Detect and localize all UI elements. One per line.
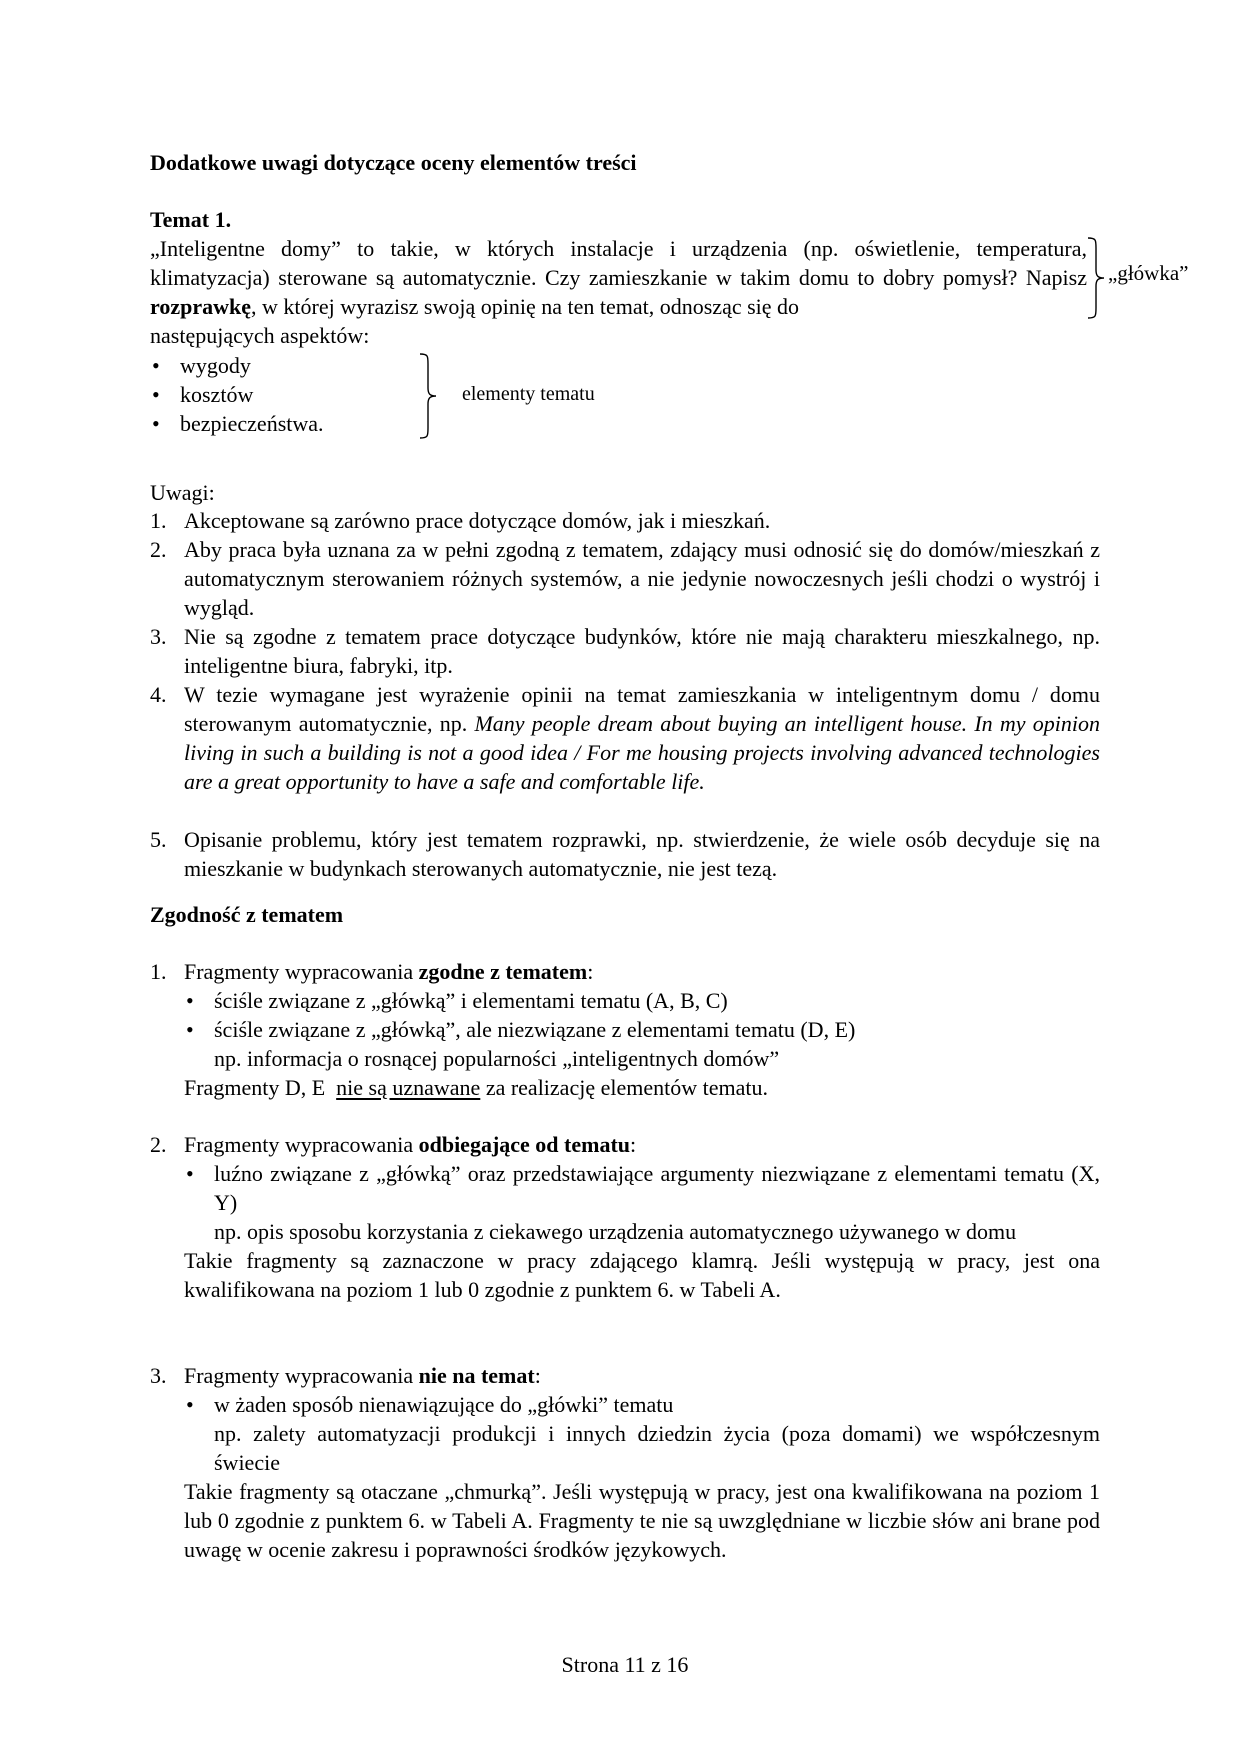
section-example: np. informacja o rosnącej popularności „inteligentnych domów” (214, 1046, 780, 1071)
section-example: np. zalety automatyzacji produkcji i innych dziedzin życia (poza domami) we współczesnym świecie (214, 1421, 1100, 1475)
section-lead (184, 1361, 1100, 1390)
section-lead-text: Fragmenty wypracowania (184, 959, 419, 984)
section-number: 1. (150, 959, 167, 984)
note-item (150, 506, 1100, 535)
section-closing: Takie fragmenty są otaczane „chmurką”. Jeśli występują w pracy, jest ona kwalifikowana na poziom 1 lub 0 zgodnie z punktem 6. w Tabeli A. Fragmenty te nie są uwzględniane w liczbie słów ani brane pod uwagę w ocenie zakresu i poprawności środków językowych. (184, 1479, 1100, 1562)
section-bullet: • ściśle związane z „główką” i elementami tematu (A, B, C) (186, 988, 728, 1013)
section-lead (184, 957, 1100, 986)
section-bullet-text: w żaden sposób nienawiązujące do „główki” tematu (214, 1392, 674, 1417)
document-page (150, 0, 1189, 1754)
aspect-label: wygody (180, 353, 251, 378)
section-bullet: • ściśle związane z „główką”, ale niezwiązane z elementami tematu (D, E) (186, 1017, 856, 1042)
topic-prompt-line-1: „Inteligentne domy” to takie, w których instalacje i urządzenia (np. oświetlenie, temperatura, (150, 236, 1087, 261)
section-lead-text: Fragmenty wypracowania (184, 1363, 419, 1388)
section-number: 3. (150, 1363, 167, 1388)
aspect-label: bezpieczeństwa. (180, 411, 324, 436)
section-lead-bold: odbiegające od tematu (418, 1132, 631, 1157)
note-text: Opisanie problemu, który jest tematem rozprawki, np. stwierdzenie, że wiele osób decyduje się na mieszkanie w budynkach sterowanych automatycznie, nie jest tezą. (184, 827, 1100, 881)
aspects-label: elementy tematu (462, 383, 595, 405)
aspect-item: • bezpieczeństwa. (152, 411, 324, 436)
section-lead-tail: : (587, 959, 594, 984)
glowka-label: „główka” (1108, 261, 1189, 285)
section-bullet-text: luźno związane z „główką” oraz przedstawiające argumenty niezwiązane z elementami tematu (X, Y) (214, 1161, 1100, 1215)
section-bullet: • luźno związane z „główką” oraz przedstawiające argumenty niezwiązane z elementami tematu (X, Y) (186, 1161, 1100, 1215)
section-closing-pre: Fragmenty D, E (184, 1075, 337, 1100)
section-bullet-text: ściśle związane z „główką”, ale niezwiązane z elementami tematu (D, E) (214, 1017, 856, 1042)
section-closing-post: za realizację elementów tematu. (480, 1075, 768, 1100)
note-number: 3. (150, 624, 167, 649)
note-text: Nie są zgodne z tematem prace dotyczące budynków, które nie mają charakteru mieszkalnego, np. inteligentne biura, fabryki, itp. (184, 624, 1100, 678)
page-footer: Strona 11 z 16 (561, 1652, 689, 1677)
compliance-heading: Zgodność z tematem (150, 902, 344, 927)
topic-prompt-line-3b: , w której wyrazisz swoją opinię na ten temat, odnosząc się do (251, 294, 800, 319)
section-bullet: • w żaden sposób nienawiązujące do „główki” tematu (186, 1392, 674, 1417)
section-number: 2. (150, 1132, 167, 1157)
section-example: np. opis sposobu korzystania z ciekawego urządzenia automatycznego używanego w domu (214, 1219, 1017, 1244)
note-item (150, 680, 1100, 796)
notes-label: Uwagi: (150, 480, 215, 505)
section-lead-bold: zgodne z tematem (418, 959, 588, 984)
section-lead-tail: : (534, 1363, 541, 1388)
section-closing-underlined: nie są uznawane (336, 1075, 481, 1100)
compliance-section (150, 1361, 1100, 1564)
aspect-item: • wygody (152, 353, 251, 378)
note-number: 4. (150, 682, 167, 707)
note-item (150, 535, 1100, 622)
note-item (150, 825, 1100, 883)
topic-title: Temat 1. (150, 207, 232, 232)
note-number: 2. (150, 537, 167, 562)
aspect-item: • kosztów (152, 382, 254, 407)
note-item (150, 622, 1100, 680)
note-text: Aby praca była uznana za w pełni zgodną z tematem, zdający musi odnosić się do domów/mieszkań z automatycznym sterowaniem różnych systemów, a nie jedynie nowoczesnych jeśli chodzi o wystrój i wygląd. (184, 537, 1100, 620)
topic-prompt (150, 234, 1087, 321)
aspect-label: kosztów (180, 382, 254, 407)
note-number: 1. (150, 508, 167, 533)
note-number: 5. (150, 827, 167, 852)
document-heading: Dodatkowe uwagi dotyczące oceny elementów treści (150, 150, 637, 175)
section-lead-tail: : (630, 1132, 637, 1157)
topic-prompt-keyword: rozprawkę (150, 294, 252, 319)
section-closing: Takie fragmenty są zaznaczone w pracy zdającego klamrą. Jeśli występują w pracy, jest ona kwalifikowana na poziom 1 lub 0 zgodnie z punktem 6. w Tabeli A. (184, 1248, 1100, 1302)
section-closing (184, 1073, 1100, 1102)
note-text-main: W tezie wymagane jest wyrażenie opinii na temat zamieszkania w inteligentnym domu / domu sterowanym automatycznie, np. (184, 682, 1100, 736)
compliance-section (150, 1130, 1100, 1304)
section-bullet-text: ściśle związane z „główką” i elementami tematu (A, B, C) (214, 988, 728, 1013)
section-lead-text: Fragmenty wypracowania (184, 1132, 419, 1157)
note-text (184, 680, 1100, 796)
note-example-italic: Many people dream about buying an intelligent house. In my opinion living in such a building is not a good idea / For me housing projects involving advanced technologies are a great opportunity to have a safe and comfortable life. (184, 711, 1100, 794)
section-lead-bold: nie na temat (418, 1363, 535, 1388)
section-lead (184, 1130, 1100, 1159)
compliance-section (150, 957, 1100, 1102)
topic-prompt-line-2: klimatyzacja) sterowane są automatycznie. Czy zamieszkanie w takim domu to dobry (150, 265, 935, 290)
topic-prompt-line-3a: pomysł? Napisz (942, 265, 1087, 290)
note-text: Akceptowane są zarówno prace dotyczące domów, jak i mieszkań. (184, 508, 771, 533)
topic-prompt-line-4: następujących aspektów: (150, 323, 370, 348)
aspects-brace (418, 352, 442, 440)
